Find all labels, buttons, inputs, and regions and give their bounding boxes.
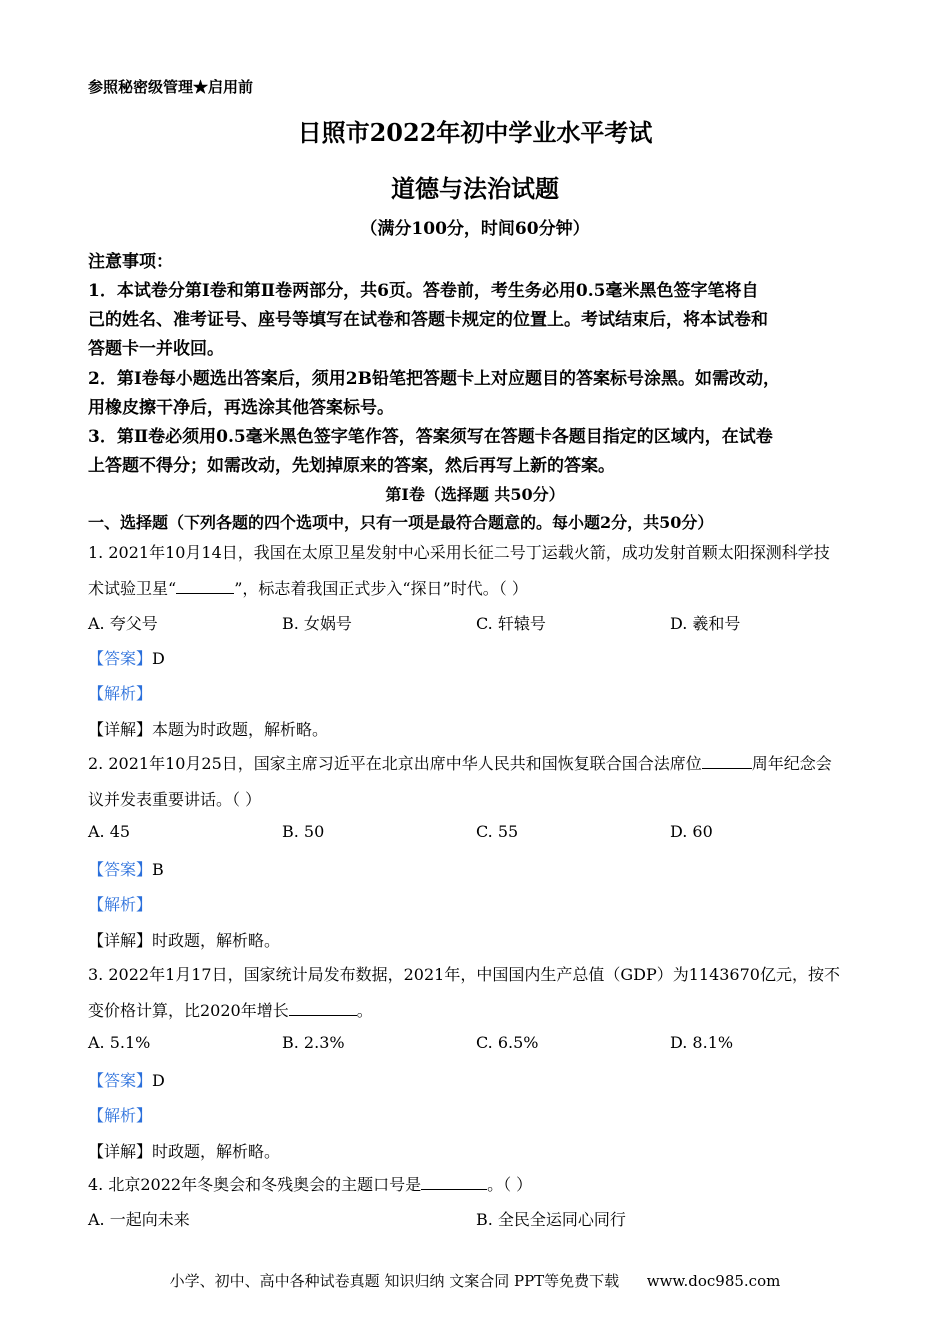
q2-option-a: A. 45 [88,822,131,841]
q3-answer-value: D [152,1071,165,1090]
answer-tag: 【答案】 [88,860,153,879]
q2-answer-value: B [152,860,164,879]
q3-option-b: B. 2.3% [282,1033,345,1052]
volume-heading: 第Ⅰ卷（选择题 共50分） [385,485,565,504]
subject-title: 道德与法治试题 [391,174,559,203]
q3-stem-part1: 变价格计算，比2020年增长 [88,1001,289,1020]
detail-tag: 【详解】 [88,720,153,739]
q2-stem-line1 [88,751,832,774]
q1-stem-line1: 1. 2021年10月14日，我国在太原卫星发射中心采用长征二号丁运载火箭，成功发射首颗太阳探测科学技 [88,543,830,562]
q2-stem-part2: 周年纪念会 [751,754,832,773]
q2-answer [88,857,164,880]
exam-title: 日照市2022年初中学业水平考试 [297,118,653,147]
q1-stem-line2 [88,576,528,599]
q4-stem-part2: 。（ ） [487,1175,533,1194]
q1-option-a: A. 夸父号 [88,614,158,633]
detail-tag: 【详解】 [88,931,153,950]
notes-item2-line2: 用橡皮擦干净后，再选涂其他答案标号。 [88,398,394,418]
notes-item1-line1: 1．本试卷分第Ⅰ卷和第Ⅱ卷两部分，共6页。答卷前，考生务必用0.5毫米黑色签字笔将自 [88,281,759,301]
q1-answer [88,646,165,669]
q1-option-b: B. 女娲号 [282,614,352,633]
q3-stem-line1: 3. 2022年1月17日，国家统计局发布数据，2021年，中国国内生产总值（GDP）为1143670亿元，按不 [88,965,840,984]
q3-detail [88,1139,280,1162]
q2-option-c: C. 55 [476,822,519,841]
q1-analysis-tag: 【解析】 [88,684,153,703]
q3-blank [289,1001,357,1016]
q2-option-b: B. 50 [282,822,325,841]
q1-option-d: D. 羲和号 [670,614,741,633]
notes-heading: 注意事项： [88,252,173,272]
q1-option-c: C. 轩辕号 [476,614,546,633]
q1-answer-value: D [152,649,165,668]
q3-option-d: D. 8.1% [670,1033,734,1052]
q2-detail [88,928,280,951]
q2-analysis-tag: 【解析】 [88,895,153,914]
q4-blank [421,1175,487,1190]
footer-site-link[interactable]: www.doc985.com [646,1272,781,1290]
notes-item1-line2: 己的姓名、准考证号、座号等填写在试卷和答题卡规定的位置上。考试结束后，将本试卷和 [88,310,768,330]
q1-stem-part1: 术试验卫星“ [88,579,177,598]
answer-tag: 【答案】 [88,649,153,668]
page-footer [0,1270,950,1291]
q4-stem-part1: 4. 北京2022年冬奥会和冬残奥会的主题口号是 [88,1175,422,1194]
q3-analysis-tag: 【解析】 [88,1106,153,1125]
q4-stem-line1 [88,1172,532,1195]
q2-stem-part1: 2. 2021年10月25日，国家主席习近平在北京出席中华人民共和国恢复联合国合法席位 [88,754,702,773]
confidential-label: 参照秘密级管理★启用前 [88,78,254,96]
score-time: （满分100分，时间60分钟） [360,219,590,239]
footer-text: 小学、初中、高中各种试卷真题 知识归纳 文案合同 PPT等免费下载 [169,1272,620,1290]
q3-stem-part2: 。 [356,1001,373,1020]
notes-item2-line1: 2．第Ⅰ卷每小题选出答案后，须用2B铅笔把答题卡上对应题目的答案标号涂黑。如需改动， [88,369,780,389]
q2-detail-text: 时政题，解析略。 [152,931,281,950]
answer-tag: 【答案】 [88,1071,153,1090]
q2-option-d: D. 60 [670,822,713,841]
q1-detail-text: 本题为时政题，解析略。 [152,720,329,739]
q1-stem-part2: ”，标志着我国正式步入“探日”时代。（ ） [234,579,528,598]
notes-item3-line2: 上答题不得分；如需改动，先划掉原来的答案，然后再写上新的答案。 [88,456,615,476]
q3-detail-text: 时政题，解析略。 [152,1142,281,1161]
q2-blank [702,754,752,769]
q3-stem-line2 [88,998,373,1021]
q3-option-c: C. 6.5% [476,1033,539,1052]
detail-tag: 【详解】 [88,1142,153,1161]
notes-item1-line3: 答题卡一并收回。 [88,339,224,359]
notes-item3-line1: 3．第Ⅱ卷必须用0.5毫米黑色签字笔作答，答案须写在答题卡各题目指定的区域内，在试卷 [88,427,773,447]
q2-stem-line2: 议并发表重要讲话。（ ） [88,790,262,809]
q1-detail [88,717,328,740]
part-heading: 一、选择题（下列各题的四个选项中，只有一项是最符合题意的。每小题2分，共50分） [88,513,714,532]
q4-option-a: A. 一起向未来 [88,1210,190,1229]
q3-answer [88,1068,165,1091]
q3-option-a: A. 5.1% [88,1033,151,1052]
q4-option-b: B. 全民全运同心同行 [476,1210,626,1229]
q1-blank [176,579,234,594]
